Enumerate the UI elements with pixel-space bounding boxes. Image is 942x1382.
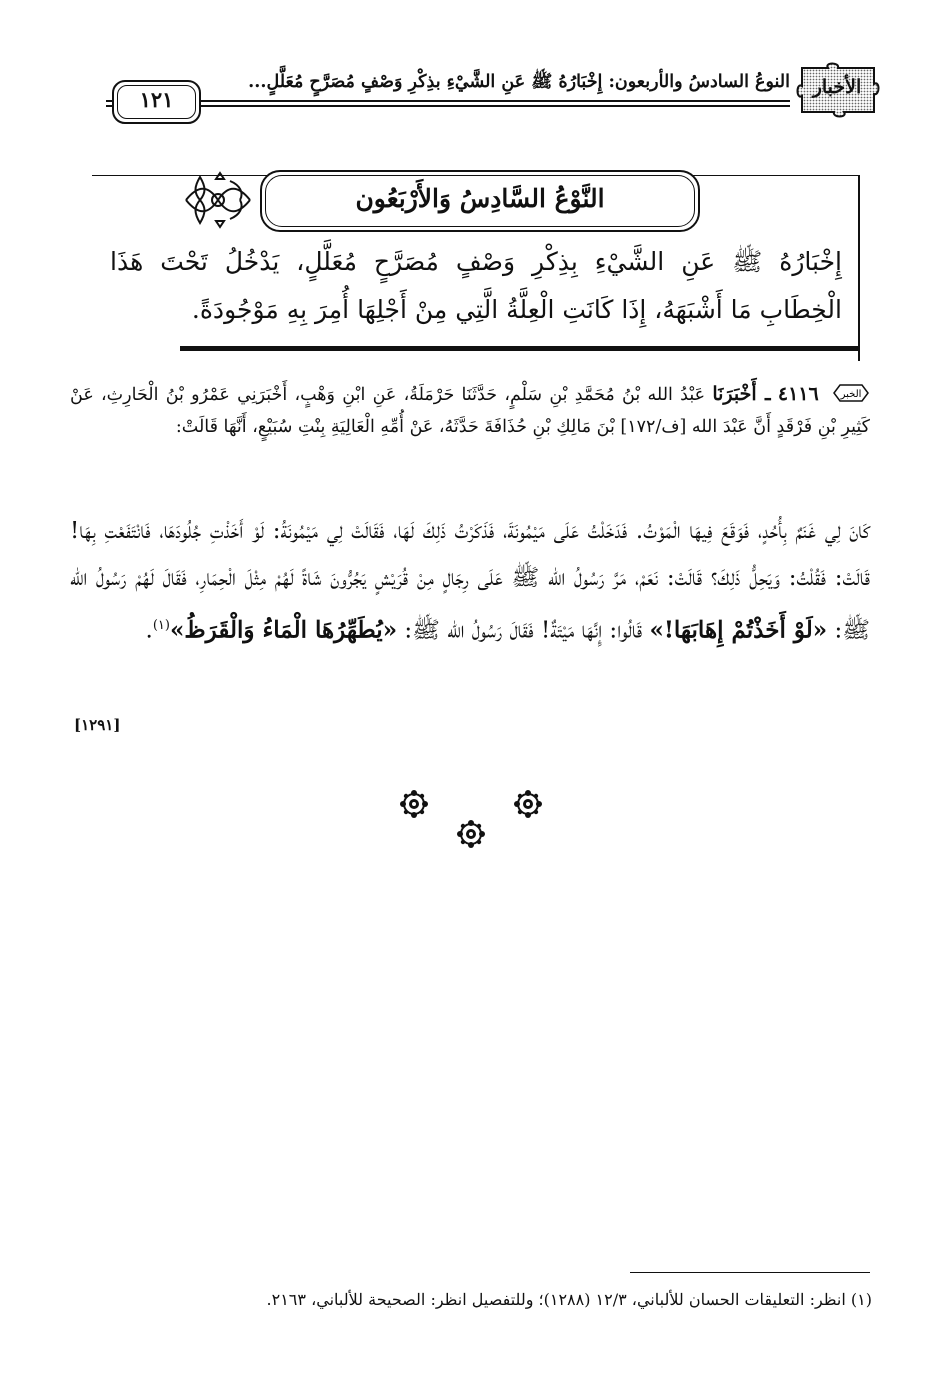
header-rule [106, 100, 790, 102]
hadith-reference: [١٢٩١] [74, 716, 121, 734]
prophet-quote-2: «يُطَهِّرُهَا الْمَاءُ وَالْقَرَظُ» [169, 616, 398, 644]
akhbarana: ـ أَخْبَرَنَا [712, 383, 771, 405]
hadith-number: ٤١١٦ [777, 383, 819, 405]
running-title: النوعُ السادسُ والأربعون: إِخْبَارُهُ ﷺ عَنِ الشَّيْءِ بذِكْرِ وَصْفٍ مُصَرَّحٍ مُعَلَّلٍ... [248, 72, 790, 92]
header-rule-double [106, 105, 790, 107]
separator-ornaments [0, 790, 942, 850]
arabesque-ornament-icon [180, 165, 256, 235]
flower-ornament-icon [514, 790, 542, 818]
flower-ornament-icon [457, 820, 485, 848]
chapter-title: النَّوْعُ السَّادِسُ وَالأَرْبَعُون [355, 184, 605, 213]
flower-ornament-icon [400, 790, 428, 818]
corner-label: الأخبار [812, 76, 862, 98]
prophet-quote-1: «لَوْ أَخَذْتُمْ إِهَابَهَا!» [649, 616, 828, 644]
footnote: (١) انظر: التعليقات الحسان للألباني، ١٢/٣ (١٢٨٨)؛ وللتفصيل انظر: الصحيحة للألباني، ٢١٦٣. [266, 1290, 872, 1309]
footnote-rule [630, 1272, 870, 1273]
khabar-badge-icon [832, 382, 870, 402]
hadith-isnad [70, 378, 870, 443]
matn-text-1: كَانَ لِي غَنَمٌ بِأُحُدٍ، فَوَقَعَ فِيهَا الْمَوْتُ. فَدَخَلْتُ عَلَى مَيْمُونَةَ، فَذَكَرْتُ ذَلِكَ لَهَا، فَقَالَتْ لِي مَيْمُونَةُ: لَوْ أَخَذْتِ جُلُودَهَا، فَانْتَفَعْتِ بِهَا! قَالَتْ: فَقُلْتُ: وَيَحِلُّ ذَلِكَ؟ قَالَتْ: نَعَمْ، مَرَّ رَسُولُ الله ﷺ عَلَى رِجَالٍ مِنْ قُرَيْشٍ يَجُرُّونَ شَاةً لَهُمْ مِثْلَ الْحِمَارِ، فَقَالَ لَهُمْ رَسُولُ الله ﷺ: [70, 518, 870, 644]
khabar-badge-label: الخبر [840, 389, 862, 400]
footnote-marker: (١) [152, 618, 170, 633]
matn-text-2: قَالُوا: إِنَّهَا مَيْتَةٌ! فَقَالَ رَسُولُ الله ﷺ: [404, 617, 643, 644]
isnad-text: عَبْدُ الله بْنُ مُحَمَّدِ بْنِ سَلْمٍ، حَدَّثَنَا حَرْمَلَةُ، عَنِ ابْنِ وَهْبٍ، أَخْبَرَنِي عَمْرُو بْنُ الْحَارِثِ، عَنْ كَثِيرِ بْنِ فَرْقَدٍ أَنَّ عَبْدَ الله [ف/١٧٢] بْنَ مَالِكِ بْنِ حُذَافَةَ حَدَّثَهُ، عَنْ أُمِّهِ الْعَالِيَةِ بِنْتِ سُبَيْعٍ، أَنَّهَا قَالَتْ: [70, 385, 870, 437]
running-header [70, 56, 880, 126]
chapter-intro: إِخْبَارُهُ ﷺ عَنِ الشَّيْءِ بِذِكْرِ وَصْفٍ مُصَرَّحٍ مُعَلَّلٍ، يَدْخُلُ تَحْتَ هَذَا الْخِطَابِ مَا أَشْبَهَهُ، إِذَا كَانَتِ الْعِلَّةُ الَّتِي مِنْ أَجْلِهَا أُمِرَ بِهِ مَوْجُودَةً. [110, 247, 842, 324]
chapter-title-box [260, 170, 700, 232]
page-number: ١٢١ [112, 80, 201, 124]
hadith-matn [70, 508, 870, 655]
end-period: . [145, 617, 153, 644]
chapter-rule [180, 346, 860, 351]
